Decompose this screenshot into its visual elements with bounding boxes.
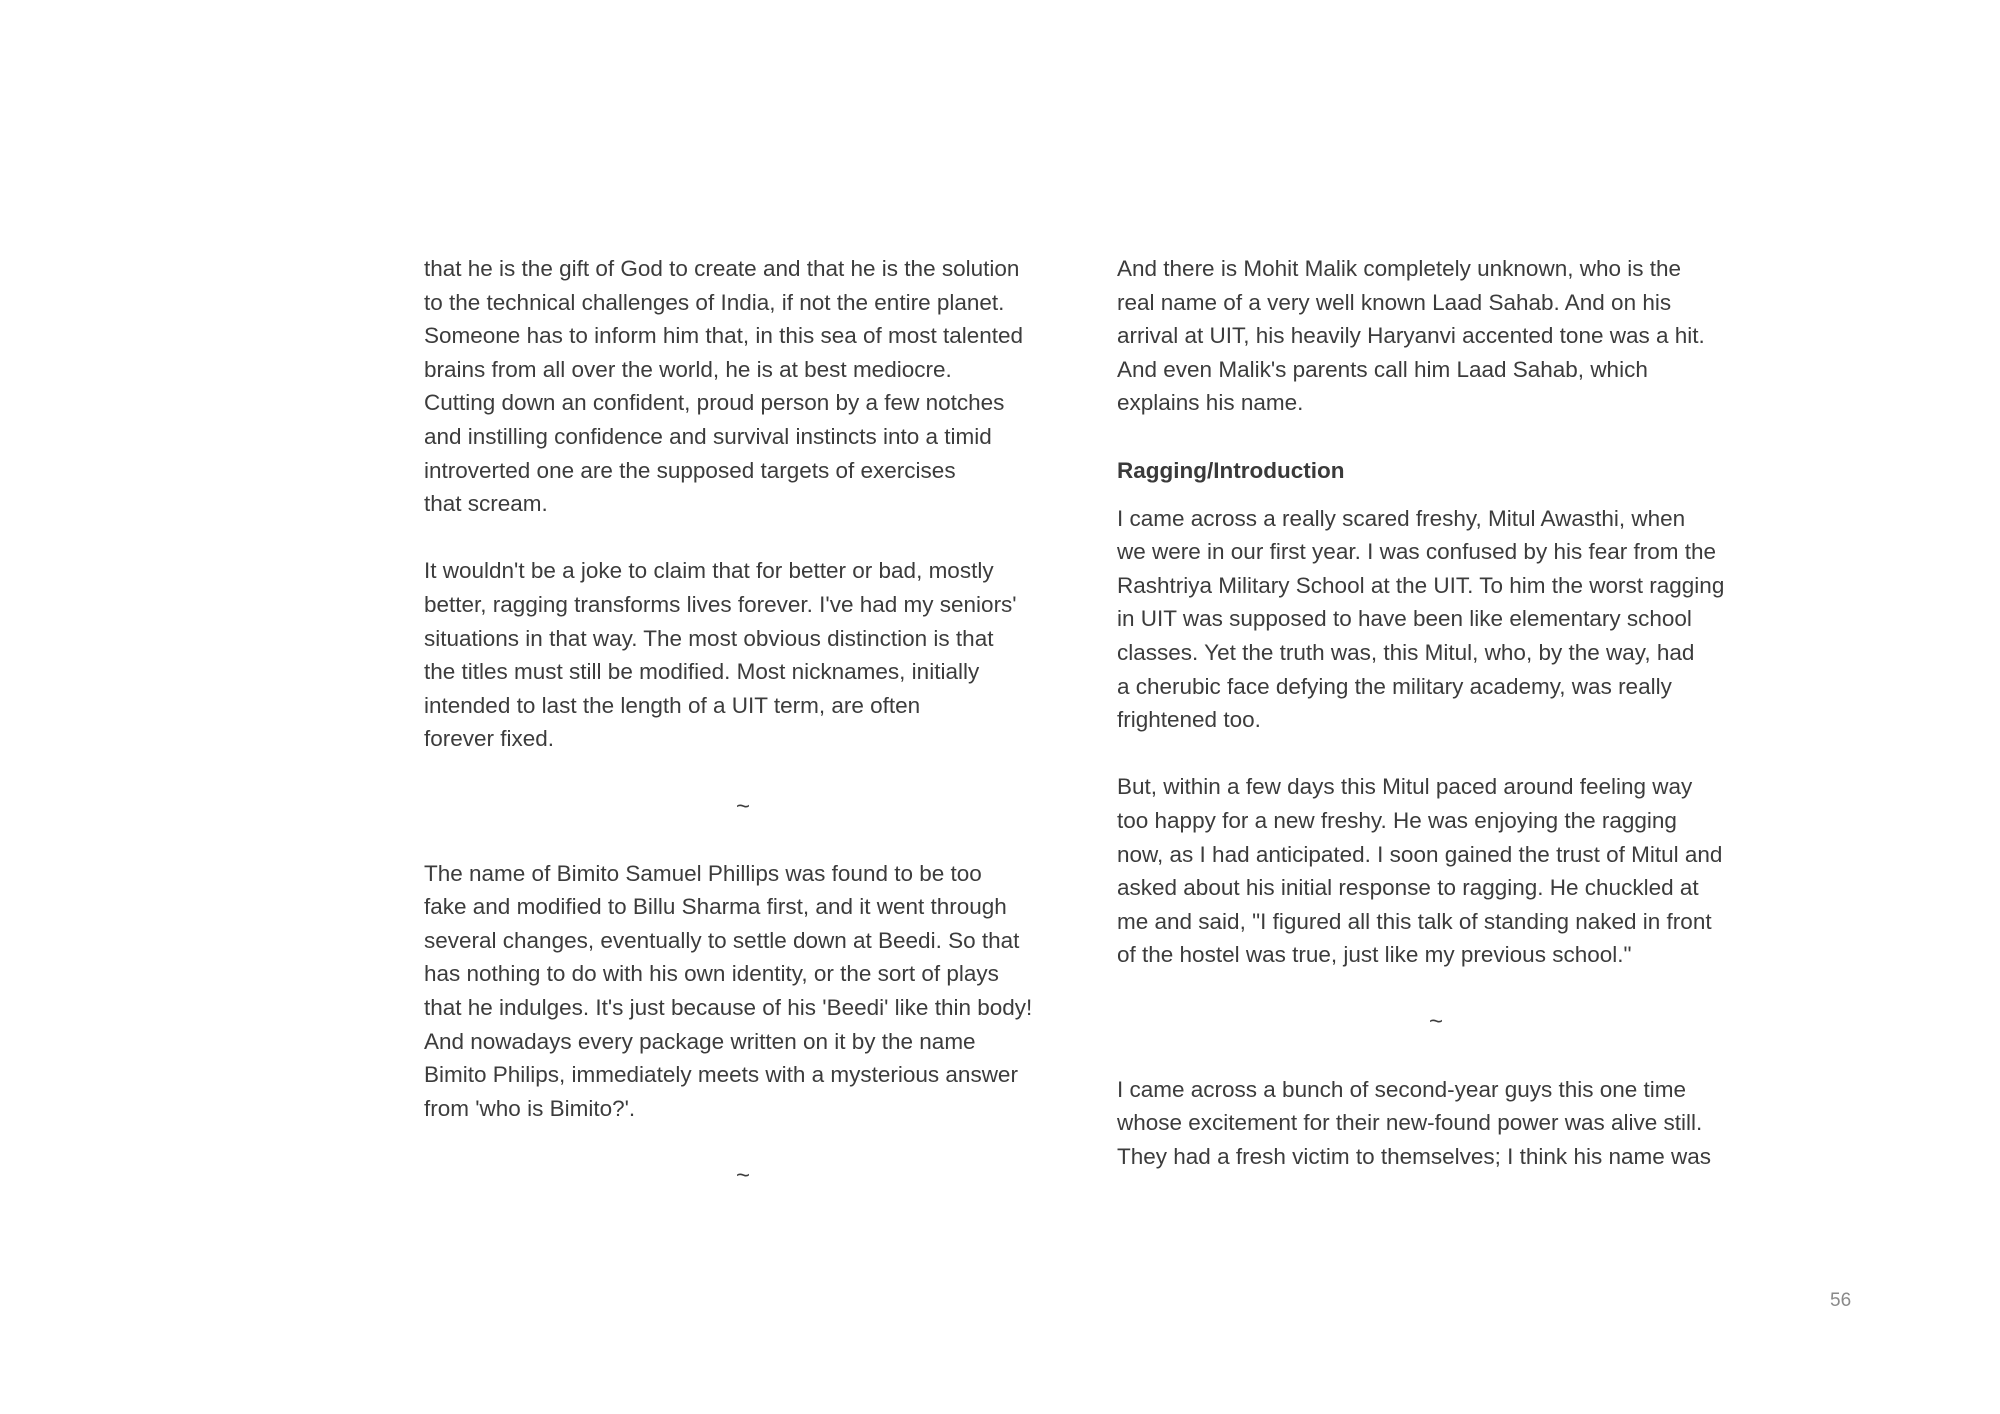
text-line: Bimito Philips, immediately meets with a mysterious answer xyxy=(424,1062,1018,1088)
paragraph xyxy=(1117,770,1767,972)
text-line: Cutting down an confident, proud person by a few notches xyxy=(424,390,1005,416)
text-line: me and said, "I figured all this talk of standing naked in front xyxy=(1117,908,1712,934)
section-divider: ~ xyxy=(735,792,750,820)
text-line: asked about his initial response to ragging. He chuckled at xyxy=(1117,875,1699,901)
heading-gap xyxy=(1117,488,1767,502)
paragraph-gap xyxy=(1117,1039,1767,1073)
paragraph-gap xyxy=(424,756,1074,790)
text-line: It wouldn't be a joke to claim that for better or bad, mostly xyxy=(424,558,994,584)
text-line: better, ragging transforms lives forever. I've had my seniors' xyxy=(424,591,1017,617)
text-line: a cherubic face defying the military academy, was really xyxy=(1117,673,1672,699)
text-line: real name of a very well known Laad Sahab. And on his xyxy=(1117,289,1672,315)
text-line: And nowadays every package written on it by the name xyxy=(424,1028,976,1054)
text-line: too happy for a new freshy. He was enjoying the ragging xyxy=(1117,807,1677,833)
paragraph xyxy=(1117,1073,1767,1174)
text-line: The name of Bimito Samuel Phillips was found to be too xyxy=(424,860,982,886)
text-line: fake and modified to Billu Sharma first, and it went through xyxy=(424,894,1007,920)
paragraph xyxy=(1117,502,1767,737)
text-line: the titles must still be modified. Most nicknames, initially xyxy=(424,659,980,685)
text-line: that he is the gift of God to create and that he is the solution xyxy=(424,256,1020,281)
text-line: that scream. xyxy=(424,491,548,517)
text-line: And even Malik's parents call him Laad Sahab, which xyxy=(1117,356,1648,382)
text-line: I came across a bunch of second-year guys this one time xyxy=(1117,1076,1687,1102)
text-line: brains from all over the world, he is at best mediocre. xyxy=(424,356,952,382)
text-line: Rashtriya Military School at the UIT. To him the worst ragging xyxy=(1117,572,1725,598)
paragraph xyxy=(424,252,1074,521)
paragraph xyxy=(424,554,1074,756)
text-line: They had a fresh victim to themselves; I think his name was xyxy=(1117,1143,1711,1169)
text-line: explains his name. xyxy=(1117,390,1304,416)
text-line: introverted one are the supposed targets of exercises xyxy=(424,457,956,483)
text-line: I came across a really scared freshy, Mitul Awasthi, when xyxy=(1117,505,1686,531)
paragraph xyxy=(424,857,1074,1126)
left-column xyxy=(424,252,1074,1193)
text-line: classes. Yet the truth was, this Mitul, who, by the way, had xyxy=(1117,639,1695,665)
text-line: arrival at UIT, his heavily Haryanvi accented tone was a hit. xyxy=(1117,323,1705,349)
paragraph-gap xyxy=(424,1125,1074,1159)
heading-gap xyxy=(1117,420,1767,454)
paragraph-gap xyxy=(1117,972,1767,1006)
text-line: And there is Mohit Malik completely unknown, who is the xyxy=(1117,256,1682,281)
text-line: intended to last the length of a UIT term, are often xyxy=(424,692,921,718)
text-line: of the hostel was true, just like my previous school." xyxy=(1117,942,1632,968)
section-divider: ~ xyxy=(735,1162,750,1190)
page-number: 56 xyxy=(1830,1290,1852,1311)
section-heading: Ragging/Introduction xyxy=(1117,457,1345,483)
text-line: Someone has to inform him that, in this sea of most talented xyxy=(424,323,1024,349)
right-column xyxy=(1117,252,1767,1173)
text-line: situations in that way. The most obvious distinction is that xyxy=(424,625,994,651)
text-line: that he indulges. It's just because of his 'Beedi' like thin body! xyxy=(424,995,1033,1021)
text-line: has nothing to do with his own identity, or the sort of plays xyxy=(424,961,999,987)
text-line: several changes, eventually to settle down at Beedi. So that xyxy=(424,927,1020,953)
paragraph-gap xyxy=(424,521,1074,555)
text-line: forever fixed. xyxy=(424,726,555,752)
text-line: now, as I had anticipated. I soon gained the trust of Mitul and xyxy=(1117,841,1723,867)
section-divider: ~ xyxy=(1428,1008,1443,1036)
text-line: we were in our first year. I was confused by his fear from the xyxy=(1117,539,1717,565)
paragraph-gap xyxy=(1117,737,1767,771)
text-line: to the technical challenges of India, if not the entire planet. xyxy=(424,289,1005,315)
text-line: in UIT was supposed to have been like elementary school xyxy=(1117,606,1692,632)
text-line: and instilling confidence and survival instincts into a timid xyxy=(424,423,992,449)
paragraph-gap xyxy=(424,823,1074,857)
paragraph xyxy=(1117,252,1767,420)
text-line: from 'who is Bimito?'. xyxy=(424,1095,636,1121)
text-line: frightened too. xyxy=(1117,707,1261,733)
text-line: whose excitement for their new-found power was alive still. xyxy=(1117,1110,1703,1136)
text-line: But, within a few days this Mitul paced around feeling way xyxy=(1117,774,1693,800)
